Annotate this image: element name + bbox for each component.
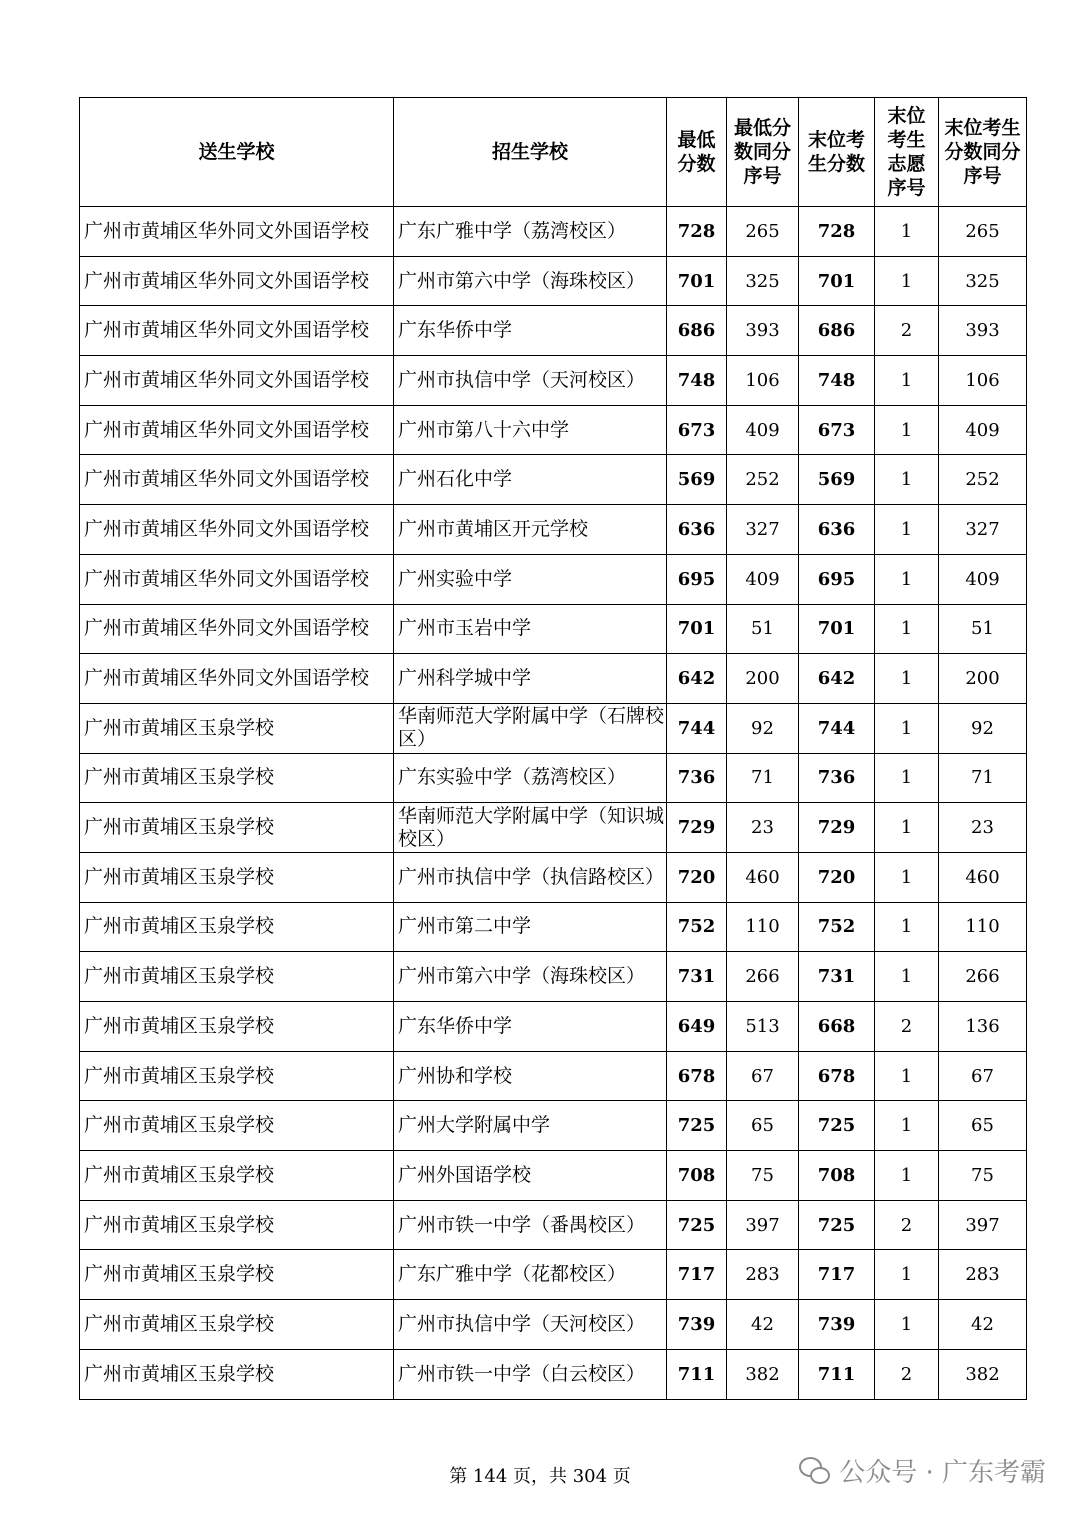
table-row [80,753,1027,803]
last-student-choice-rank-cell: 1 [875,405,939,455]
min-score-tie-rank-cell: 252 [727,455,799,505]
last-student-tie-rank-cell: 67 [939,1051,1027,1101]
last-student-choice-rank-cell: 1 [875,256,939,306]
last-student-choice-rank-cell: 2 [875,1200,939,1250]
sending-school-cell: 广州市黄埔区玉泉学校 [80,1151,394,1201]
recruiting-school-cell: 广州大学附属中学 [394,1101,667,1151]
header-min-score: 最低分数 [667,98,727,207]
recruiting-school-cell: 广州协和学校 [394,1051,667,1101]
last-student-score-cell: 729 [799,803,875,853]
last-student-score-cell: 686 [799,306,875,356]
min-score-cell: 717 [667,1250,727,1300]
last-student-choice-rank-cell: 1 [875,1101,939,1151]
min-score-cell: 708 [667,1151,727,1201]
sending-school-cell: 广州市黄埔区玉泉学校 [80,952,394,1002]
min-score-tie-rank-cell: 393 [727,306,799,356]
sending-school-cell: 广州市黄埔区玉泉学校 [80,1051,394,1101]
last-student-score-cell: 695 [799,554,875,604]
min-score-tie-rank-cell: 266 [727,952,799,1002]
min-score-cell: 725 [667,1200,727,1250]
last-student-choice-rank-cell: 1 [875,1300,939,1350]
table-row [80,1250,1027,1300]
table-row [80,306,1027,356]
recruiting-school-cell: 广州市第六中学（海珠校区） [394,256,667,306]
last-student-score-cell: 701 [799,256,875,306]
last-student-tie-rank-cell: 265 [939,207,1027,257]
last-student-tie-rank-cell: 382 [939,1349,1027,1399]
header-last-student-score: 末位考生分数 [799,98,875,207]
min-score-cell: 673 [667,405,727,455]
recruiting-school-cell: 广东广雅中学（荔湾校区） [394,207,667,257]
recruiting-school-cell: 广东华侨中学 [394,1002,667,1052]
min-score-tie-rank-cell: 397 [727,1200,799,1250]
min-score-tie-rank-cell: 409 [727,405,799,455]
watermark [799,1452,1046,1489]
last-student-score-cell: 736 [799,753,875,803]
last-student-score-cell: 642 [799,654,875,704]
min-score-tie-rank-cell: 513 [727,1002,799,1052]
last-student-choice-rank-cell: 1 [875,803,939,853]
sending-school-cell: 广州市黄埔区华外同文外国语学校 [80,554,394,604]
last-student-score-cell: 701 [799,604,875,654]
last-student-tie-rank-cell: 136 [939,1002,1027,1052]
table-row [80,1300,1027,1350]
last-student-choice-rank-cell: 1 [875,952,939,1002]
last-student-score-cell: 668 [799,1002,875,1052]
min-score-cell: 711 [667,1349,727,1399]
last-student-score-cell: 748 [799,356,875,406]
min-score-cell: 736 [667,753,727,803]
min-score-cell: 744 [667,703,727,753]
table-row [80,405,1027,455]
min-score-tie-rank-cell: 75 [727,1151,799,1201]
last-student-choice-rank-cell: 1 [875,654,939,704]
sending-school-cell: 广州市黄埔区华外同文外国语学校 [80,306,394,356]
min-score-cell: 739 [667,1300,727,1350]
last-student-choice-rank-cell: 1 [875,207,939,257]
last-student-choice-rank-cell: 1 [875,703,939,753]
last-student-tie-rank-cell: 42 [939,1300,1027,1350]
recruiting-school-cell: 广州市黄埔区开元学校 [394,505,667,555]
last-student-score-cell: 720 [799,852,875,902]
last-student-tie-rank-cell: 283 [939,1250,1027,1300]
sending-school-cell: 广州市黄埔区华外同文外国语学校 [80,505,394,555]
last-student-tie-rank-cell: 51 [939,604,1027,654]
table-row [80,356,1027,406]
page-number: 第 144 页，共 304 页 [449,1466,631,1487]
last-student-score-cell: 569 [799,455,875,505]
last-student-tie-rank-cell: 325 [939,256,1027,306]
last-student-tie-rank-cell: 460 [939,852,1027,902]
last-student-tie-rank-cell: 252 [939,455,1027,505]
sending-school-cell: 广州市黄埔区玉泉学校 [80,852,394,902]
min-score-tie-rank-cell: 460 [727,852,799,902]
last-student-choice-rank-cell: 1 [875,356,939,406]
last-student-tie-rank-cell: 409 [939,405,1027,455]
last-student-choice-rank-cell: 1 [875,902,939,952]
table-header-row [80,98,1027,207]
last-student-score-cell: 725 [799,1101,875,1151]
recruiting-school-cell: 广州科学城中学 [394,654,667,704]
last-student-score-cell: 752 [799,902,875,952]
min-score-tie-rank-cell: 382 [727,1349,799,1399]
header-last-student-choice-rank: 末位考生志愿序号 [875,98,939,207]
recruiting-school-cell: 广州市铁一中学（番禺校区） [394,1200,667,1250]
sending-school-cell: 广州市黄埔区华外同文外国语学校 [80,405,394,455]
last-student-choice-rank-cell: 1 [875,753,939,803]
table-row [80,554,1027,604]
min-score-tie-rank-cell: 67 [727,1051,799,1101]
recruiting-school-cell: 广州市执信中学（执信路校区） [394,852,667,902]
sending-school-cell: 广州市黄埔区华外同文外国语学校 [80,207,394,257]
watermark-text: 公众号 · 广东考霸 [839,1458,1046,1488]
admission-score-table [79,97,1027,1400]
table-row [80,1002,1027,1052]
table-row [80,1101,1027,1151]
table-row [80,852,1027,902]
recruiting-school-cell: 广州市执信中学（天河校区） [394,356,667,406]
min-score-tie-rank-cell: 325 [727,256,799,306]
last-student-score-cell: 708 [799,1151,875,1201]
min-score-tie-rank-cell: 409 [727,554,799,604]
min-score-cell: 729 [667,803,727,853]
min-score-cell: 752 [667,902,727,952]
last-student-tie-rank-cell: 75 [939,1151,1027,1201]
table-row [80,803,1027,853]
sending-school-cell: 广州市黄埔区玉泉学校 [80,1250,394,1300]
table-row [80,604,1027,654]
wechat-icon [799,1457,829,1485]
min-score-tie-rank-cell: 42 [727,1300,799,1350]
header-min-score-tie-rank: 最低分数同分序号 [727,98,799,207]
table-row [80,1051,1027,1101]
sending-school-cell: 广州市黄埔区玉泉学校 [80,1200,394,1250]
last-student-choice-rank-cell: 2 [875,306,939,356]
sending-school-cell: 广州市黄埔区玉泉学校 [80,1349,394,1399]
table-row [80,1151,1027,1201]
table-row [80,952,1027,1002]
sending-school-cell: 广州市黄埔区玉泉学校 [80,703,394,753]
last-student-score-cell: 744 [799,703,875,753]
table-row [80,902,1027,952]
min-score-tie-rank-cell: 106 [727,356,799,406]
sending-school-cell: 广州市黄埔区玉泉学校 [80,902,394,952]
min-score-cell: 731 [667,952,727,1002]
recruiting-school-cell: 华南师范大学附属中学（石牌校区） [394,703,667,753]
table-row [80,207,1027,257]
table-row [80,654,1027,704]
last-student-score-cell: 731 [799,952,875,1002]
table-row [80,505,1027,555]
recruiting-school-cell: 广东华侨中学 [394,306,667,356]
table-row [80,703,1027,753]
min-score-tie-rank-cell: 200 [727,654,799,704]
min-score-tie-rank-cell: 51 [727,604,799,654]
sending-school-cell: 广州市黄埔区华外同文外国语学校 [80,654,394,704]
min-score-cell: 569 [667,455,727,505]
min-score-cell: 720 [667,852,727,902]
min-score-cell: 642 [667,654,727,704]
last-student-score-cell: 739 [799,1300,875,1350]
recruiting-school-cell: 广东广雅中学（花都校区） [394,1250,667,1300]
last-student-tie-rank-cell: 266 [939,952,1027,1002]
recruiting-school-cell: 广州市第六中学（海珠校区） [394,952,667,1002]
last-student-choice-rank-cell: 2 [875,1349,939,1399]
sending-school-cell: 广州市黄埔区玉泉学校 [80,1101,394,1151]
min-score-cell: 725 [667,1101,727,1151]
last-student-score-cell: 711 [799,1349,875,1399]
min-score-cell: 686 [667,306,727,356]
min-score-tie-rank-cell: 23 [727,803,799,853]
min-score-tie-rank-cell: 65 [727,1101,799,1151]
header-sending-school: 送生学校 [80,98,394,207]
min-score-cell: 678 [667,1051,727,1101]
min-score-tie-rank-cell: 71 [727,753,799,803]
sending-school-cell: 广州市黄埔区华外同文外国语学校 [80,256,394,306]
recruiting-school-cell: 广州市第二中学 [394,902,667,952]
min-score-cell: 701 [667,604,727,654]
recruiting-school-cell: 广州市玉岩中学 [394,604,667,654]
table-row [80,1349,1027,1399]
min-score-tie-rank-cell: 283 [727,1250,799,1300]
table-body [80,207,1027,1400]
min-score-tie-rank-cell: 327 [727,505,799,555]
sending-school-cell: 广州市黄埔区华外同文外国语学校 [80,455,394,505]
min-score-tie-rank-cell: 110 [727,902,799,952]
header-recruiting-school: 招生学校 [394,98,667,207]
header-last-student-tie-rank: 末位考生分数同分序号 [939,98,1027,207]
last-student-tie-rank-cell: 409 [939,554,1027,604]
recruiting-school-cell: 广州市第八十六中学 [394,405,667,455]
sending-school-cell: 广州市黄埔区华外同文外国语学校 [80,356,394,406]
sending-school-cell: 广州市黄埔区玉泉学校 [80,753,394,803]
last-student-score-cell: 725 [799,1200,875,1250]
sending-school-cell: 广州市黄埔区玉泉学校 [80,1300,394,1350]
last-student-choice-rank-cell: 2 [875,1002,939,1052]
sending-school-cell: 广州市黄埔区华外同文外国语学校 [80,604,394,654]
last-student-choice-rank-cell: 1 [875,1250,939,1300]
table-row [80,256,1027,306]
last-student-tie-rank-cell: 393 [939,306,1027,356]
last-student-choice-rank-cell: 1 [875,852,939,902]
last-student-tie-rank-cell: 65 [939,1101,1027,1151]
last-student-tie-rank-cell: 200 [939,654,1027,704]
last-student-tie-rank-cell: 92 [939,703,1027,753]
recruiting-school-cell: 广州石化中学 [394,455,667,505]
last-student-tie-rank-cell: 397 [939,1200,1027,1250]
last-student-choice-rank-cell: 1 [875,505,939,555]
last-student-tie-rank-cell: 23 [939,803,1027,853]
min-score-cell: 695 [667,554,727,604]
recruiting-school-cell: 广州实验中学 [394,554,667,604]
last-student-score-cell: 673 [799,405,875,455]
last-student-choice-rank-cell: 1 [875,554,939,604]
min-score-cell: 636 [667,505,727,555]
table-row [80,455,1027,505]
min-score-cell: 728 [667,207,727,257]
min-score-cell: 649 [667,1002,727,1052]
last-student-tie-rank-cell: 110 [939,902,1027,952]
table-row [80,1200,1027,1250]
recruiting-school-cell: 广州市执信中学（天河校区） [394,1300,667,1350]
sending-school-cell: 广州市黄埔区玉泉学校 [80,1002,394,1052]
last-student-choice-rank-cell: 1 [875,604,939,654]
min-score-tie-rank-cell: 92 [727,703,799,753]
last-student-choice-rank-cell: 1 [875,1051,939,1101]
recruiting-school-cell: 华南师范大学附属中学（知识城校区） [394,803,667,853]
sending-school-cell: 广州市黄埔区玉泉学校 [80,803,394,853]
last-student-score-cell: 717 [799,1250,875,1300]
recruiting-school-cell: 广州外国语学校 [394,1151,667,1201]
last-student-tie-rank-cell: 71 [939,753,1027,803]
last-student-score-cell: 636 [799,505,875,555]
last-student-choice-rank-cell: 1 [875,1151,939,1201]
recruiting-school-cell: 广州市铁一中学（白云校区） [394,1349,667,1399]
last-student-score-cell: 678 [799,1051,875,1101]
min-score-cell: 701 [667,256,727,306]
last-student-tie-rank-cell: 106 [939,356,1027,406]
min-score-cell: 748 [667,356,727,406]
min-score-tie-rank-cell: 265 [727,207,799,257]
last-student-score-cell: 728 [799,207,875,257]
last-student-tie-rank-cell: 327 [939,505,1027,555]
last-student-choice-rank-cell: 1 [875,455,939,505]
recruiting-school-cell: 广东实验中学（荔湾校区） [394,753,667,803]
